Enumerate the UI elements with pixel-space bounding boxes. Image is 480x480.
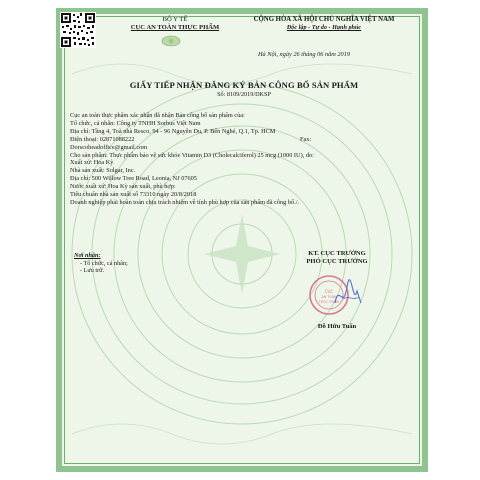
intro-line: Cục an toàn thực phẩm xác nhận đã nhận Bản công bố sản phẩm của: [70,112,245,119]
signer-name: Đỗ Hữu Tuấn [317,323,357,330]
certificate-number: Số: 8109/2019/DKSP [217,91,271,98]
emblem-icon [160,35,182,47]
qr-code [60,12,96,48]
standard-line: Tiêu chuẩn nhà sản xuất số 73310 ngày 20/8/2018 [70,191,197,199]
document-title: GIẤY TIẾP NHẬN ĐĂNG KÝ BẢN CÔNG BỐ SẢN PHẨM [129,80,359,90]
signer-role-line1: KT. CỤC TRƯỞNG [308,250,366,257]
ministry-name: BỘ Y TẾ [162,16,188,23]
issuing-authority [120,16,230,32]
fax-label: Fax: [300,135,312,143]
recipient-item: - Tổ chức, cá nhân; [80,259,128,267]
responsibility-line: Doanh nghiệp phải hoàn toàn chịu trách nhiệm về tính phù hợp của sản phẩm đã công bố./. [70,198,300,206]
country-of-origin-line: Nước xuất xứ: Hoa Kỳ sản xuất, phù hợp: [70,183,176,191]
recipients-title: Nơi nhận: [74,252,101,259]
email-line: Dorscoheadoffice@gmail.com [70,143,148,151]
svg-text:THỰC PHẨM: THỰC PHẨM [318,300,340,304]
product-line: Cho sản phẩm: Thực phẩm bảo vệ sức khỏe Vitamin D3 (Cholecalciferol) 25 mcg (1000 IU), do: [70,151,314,159]
manufacturer-line: Nhà sản xuất: Solgar, Inc. [70,167,136,175]
official-seal-icon [305,273,365,317]
manufacturer-address-line: Địa chỉ: 500 Willow Tree Road, Leonia, NJ 07605 [70,175,197,183]
recipients-block [74,252,214,275]
phone-line: Điện thoại: 02871088222 [70,135,135,143]
svg-text:AN TOÀN: AN TOÀN [321,295,337,299]
origin-line: Xuất xứ: Hoa Kỳ [70,159,114,167]
document-body [70,112,418,207]
recipient-item: - Lưu trữ. [80,267,105,275]
issue-date: Hà Nội, ngày 26 tháng 06 năm 2019 [258,51,351,58]
address-line: Địa chỉ: Tầng 4, Toà nhà Resco, 94 - 96 Nguyễn Du, P. Bến Nghé, Q.1, Tp. HCM [70,127,276,135]
organization-line: Tổ chức, cá nhân: Công ty TNHH Sorbus Việt Nam [70,119,201,127]
national-motto: Độc lập - Tự do - Hạnh phúc [286,24,362,31]
signer-role-line2: PHÓ CỤC TRƯỞNG [306,258,368,265]
certificate-frame [56,8,428,472]
svg-text:CỤC: CỤC [324,289,334,294]
country-name: CỘNG HÒA XÃ HỘI CHỦ NGHĨA VIỆT NAM [253,16,395,23]
national-header [234,16,414,32]
signature-block [262,250,412,266]
department-name: CỤC AN TOÀN THỰC PHẨM [130,24,220,31]
